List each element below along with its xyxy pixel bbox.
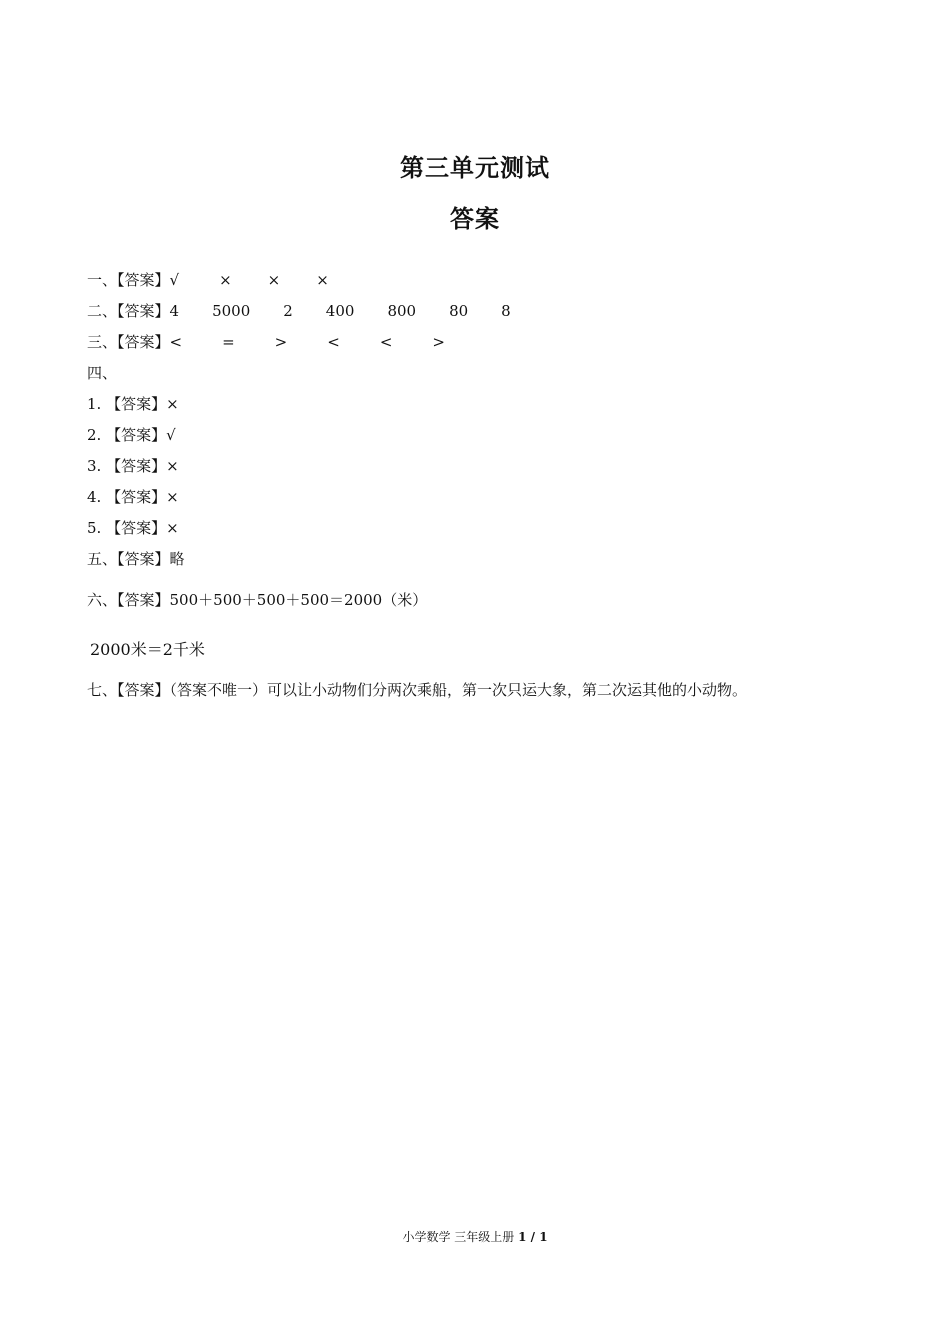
answer-prefix: 二、【答案】: [87, 302, 170, 320]
list-item: 4. 【答案】×: [87, 488, 179, 506]
footer-subject: 小学数学 三年级上册: [402, 1230, 515, 1244]
list-item: 2. 【答案】√: [87, 426, 176, 444]
answer-line-7: 七、【答案】（答案不唯一）可以让小动物们分两次乘船，第一次只运大象，第二次运其他的小动物。: [87, 681, 748, 699]
answer-line-6: [87, 590, 427, 610]
answer-value: >: [432, 333, 445, 351]
answer-value: ×: [267, 271, 281, 289]
answer-line-5: 五、【答案】略: [87, 550, 185, 568]
answer-value: ×: [219, 271, 232, 289]
answer-value: <: [379, 333, 393, 351]
page-number: 1 / 1: [518, 1230, 548, 1244]
answer-prefix: 一、【答案】: [87, 271, 170, 289]
answer-value: <: [169, 333, 183, 351]
answer-value: 4: [169, 302, 180, 320]
answer-line-1: [87, 270, 329, 290]
answer-value: 80: [449, 302, 469, 320]
list-item: 5. 【答案】×: [87, 519, 179, 537]
answer-value: √: [169, 271, 180, 289]
answer-line-2: [87, 301, 511, 321]
conversion: 2000米＝2千米: [90, 640, 205, 659]
list-item: 1. 【答案】×: [87, 395, 179, 413]
answer-value: 2: [283, 302, 293, 320]
answer-prefix: 六、【答案】: [87, 591, 170, 609]
answer-value: ×: [316, 271, 329, 289]
page-footer: [0, 1228, 950, 1245]
page-subtitle: 答案: [450, 205, 500, 233]
answer-line-3: [87, 332, 445, 352]
answer-prefix: 三、【答案】: [87, 333, 170, 351]
answer-value: 800: [387, 302, 417, 320]
answer-value: >: [274, 333, 288, 351]
answer-value: 5000: [212, 302, 251, 320]
equation: 500＋500＋500＋500＝2000（米）: [169, 591, 428, 609]
answer-value: =: [222, 333, 235, 351]
answer-value: 8: [501, 302, 511, 320]
page-title: 第三单元测试: [400, 154, 550, 182]
list-item: 3. 【答案】×: [87, 457, 179, 475]
section-heading: 四、: [87, 364, 118, 382]
answer-value: <: [327, 333, 340, 351]
answer-value: 400: [325, 302, 355, 320]
